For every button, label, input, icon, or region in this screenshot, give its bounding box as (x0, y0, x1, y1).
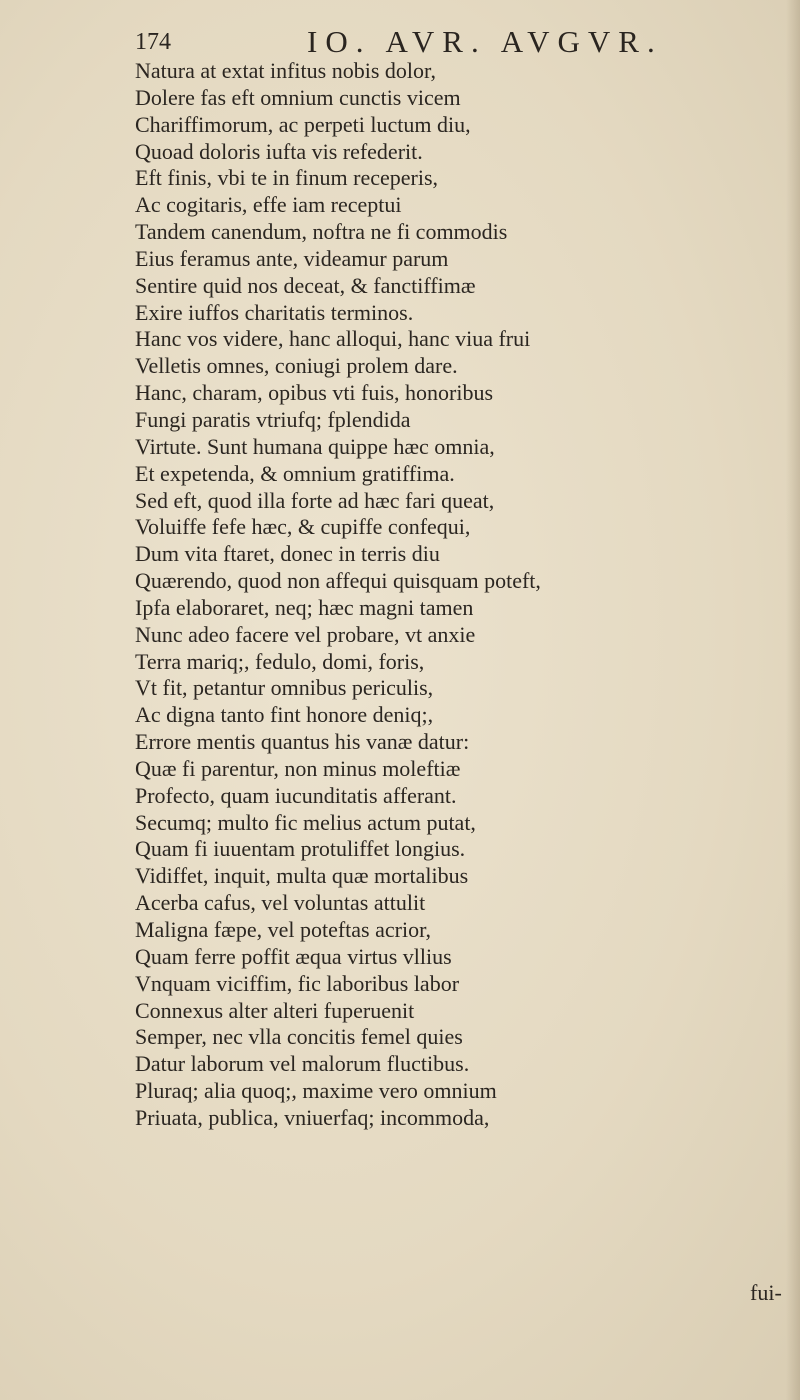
verse-line: Ac digna tanto fint honore deniq;, (135, 702, 434, 728)
verse-line: Datur laborum vel malorum fluctibus. (135, 1051, 470, 1077)
verse-line: Vidiffet, inquit, multa quæ mortalibus (135, 863, 469, 889)
verse-line: Ipfa elaboraret, neq; hæc magni tamen (135, 594, 474, 620)
verse-line: Semper, nec vlla concitis femel quies (135, 1024, 463, 1050)
verse-line: Connexus alter alteri fuperuenit (135, 997, 415, 1023)
verse-line: Quærendo, quod non affequi quisquam poteft, (135, 568, 541, 594)
verse-line: Errore mentis quantus his vanæ datur: (135, 729, 470, 755)
verse-line: Sentire quid nos deceat, & fanctiffimæ (135, 272, 476, 298)
verse-line: Hanc vos videre, hanc alloqui, hanc viua frui (135, 326, 531, 352)
verse-line: Ac cogitaris, effe iam receptui (135, 192, 402, 218)
verse-line: Quam ferre poffit æqua virtus vllius (135, 943, 452, 969)
verse-line: Priuata, publica, vniuerfaq; incommoda, (135, 1104, 490, 1130)
verse-text (135, 58, 695, 1132)
verse-line: Et expetenda, & omnium gratiffima. (135, 460, 455, 486)
verse-line: Maligna fæpe, vel poteftas acrior, (135, 917, 432, 942)
verse-line: Eft finis, vbi te in finum receperis, (135, 165, 439, 191)
verse-line: Chariffimorum, ac perpeti luctum diu, (135, 111, 471, 137)
verse-line: Terra mariq;, fedulo, domi, foris, (135, 648, 425, 674)
verse-line: Voluiffe fefe hæc, & cupiffe confequi, (135, 514, 471, 540)
page-edge-shadow (786, 0, 800, 1400)
verse-line: Dolere fas eft omnium cunctis vicem (135, 84, 461, 110)
verse-line: Exire iuffos charitatis terminos. (135, 299, 414, 325)
verse-line: Acerba cafus, vel voluntas attulit (135, 890, 426, 916)
verse-line: Velletis omnes, coniugi prolem dare. (135, 353, 458, 379)
verse-line: Nunc adeo facere vel probare, vt anxie (135, 621, 476, 647)
running-head-title: IO. AVR. AVGVR. (307, 24, 663, 59)
verse-line: Quoad doloris iufta vis refederit. (135, 138, 423, 164)
verse-line: Eius feramus ante, videamur parum (135, 245, 449, 271)
verse-line: Quæ fi parentur, non minus moleftiæ (135, 755, 461, 781)
verse-line: Fungi paratis vtriufq; fplendida (135, 406, 411, 432)
verse-line: Virtute. Sunt humana quippe hæc omnia, (135, 433, 495, 459)
verse-line: Vt fit, petantur omnibus periculis, (135, 675, 434, 701)
verse-line: Hanc, charam, opibus vti fuis, honoribus (135, 380, 494, 406)
verse-line: Sed eft, quod illa forte ad hæc fari queat, (135, 487, 495, 513)
page-number: 174 (135, 29, 171, 55)
verse-line: Natura at extat infitus nobis dolor, (135, 58, 436, 83)
verse-line: Pluraq; alia quoq;, maxime vero omnium (135, 1078, 497, 1104)
catchword: fui- (750, 1280, 782, 1305)
verse-line: Secumq; multo fic melius actum putat, (135, 809, 476, 835)
verse-line: Tandem canendum, noftra ne fi commodis (135, 219, 508, 245)
verse-line: Vnquam viciffim, fic laboribus labor (135, 970, 460, 996)
verse-line: Profecto, quam iucunditatis afferant. (135, 782, 457, 808)
verse-line: Dum vita ftaret, donec in terris diu (135, 541, 440, 567)
verse-line: Quam fi iuuentam protuliffet longius. (135, 836, 466, 862)
running-head (135, 22, 663, 62)
